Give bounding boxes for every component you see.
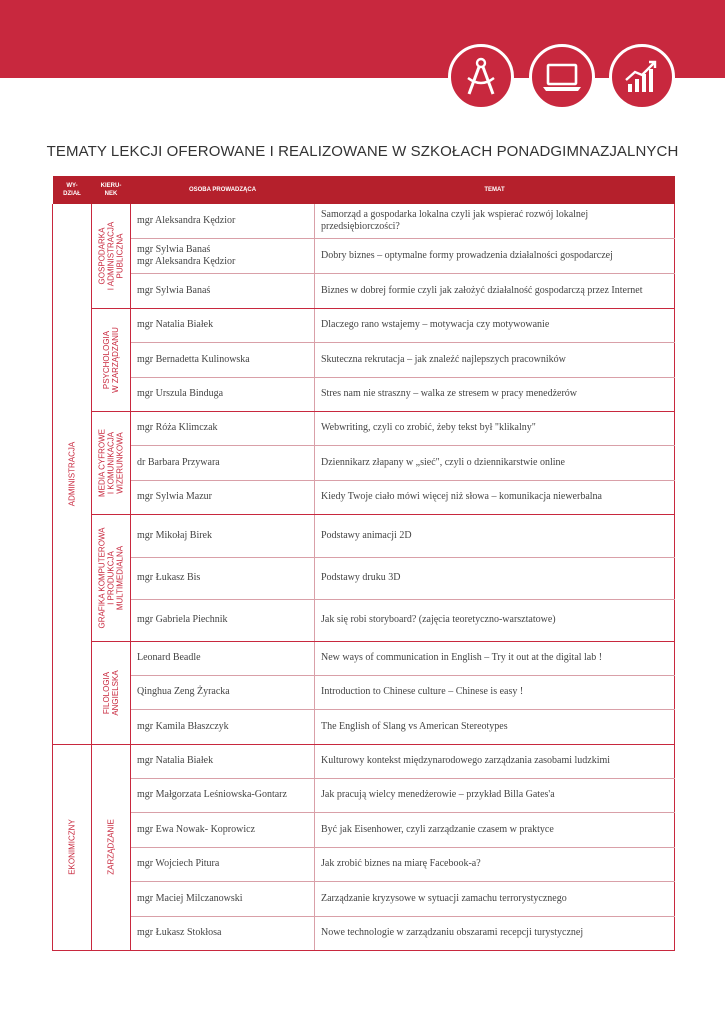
- person-cell: mgr Sylwia Banaś: [131, 273, 315, 308]
- topic-cell: Jak się robi storyboard? (zajęcia teoretyczno-warsztatowe): [315, 599, 675, 641]
- growth-chart-icon-badge: [609, 44, 675, 110]
- department-label: ADMINISTRACJA: [67, 441, 77, 506]
- table-row: [53, 238, 675, 273]
- group-label: GOSPODARKA I ADMINISTRACJA PUBLICZNA: [97, 221, 125, 290]
- table-row: [53, 342, 675, 377]
- laptop-icon-badge: [529, 44, 595, 110]
- table-row: [53, 308, 675, 342]
- page-title: TEMATY LEKCJI OFEROWANE I REALIZOWANE W SZKOŁACH PONADGIMNAZJALNYCH: [46, 143, 679, 160]
- person-cell: mgr Kamila Błaszczyk: [131, 709, 315, 744]
- group-label: PSYCHOLOGIA W ZARZĄDZANIU: [102, 326, 120, 393]
- column-header-temat: TEMAT: [315, 176, 675, 204]
- group-label: ZARZĄDZANIE: [106, 819, 116, 875]
- topic-cell: Stres nam nie straszny – walka ze stresem w pracy menedżerów: [315, 377, 675, 411]
- compass-icon-badge: [448, 44, 514, 110]
- table-header-row: [53, 176, 675, 204]
- group-label: MEDIA CYFROWE I KOMUNIKACJA WIZERUNKOWA: [97, 428, 125, 497]
- table-row: [53, 557, 675, 599]
- person-cell: dr Barbara Przywara: [131, 445, 315, 480]
- person-cell: mgr Łukasz Stokłosa: [131, 916, 315, 950]
- table-row: [53, 445, 675, 480]
- person-cell: mgr Łukasz Bis: [131, 557, 315, 599]
- group-label: FILOLOGIA ANGIELSKA: [102, 669, 120, 716]
- group-cell: [92, 744, 131, 950]
- topic-cell: The English of Slang vs American Stereotypes: [315, 709, 675, 744]
- table-row: [53, 675, 675, 709]
- growth-chart-icon: [619, 54, 665, 100]
- department-cell: [53, 204, 92, 744]
- topic-cell: Introduction to Chinese culture – Chinese is easy !: [315, 675, 675, 709]
- group-cell: [92, 204, 131, 308]
- group-label: GRAFIKA KOMPUTEROWA I PRODUKCJA MULTIMEDIALNA: [97, 526, 125, 629]
- person-cell: mgr Maciej Milczanowski: [131, 881, 315, 916]
- group-cell: [92, 308, 131, 411]
- person-cell: Qinghua Zeng Żyracka: [131, 675, 315, 709]
- topic-cell: Dobry biznes – optymalne formy prowadzenia działalności gospodarczej: [315, 238, 675, 273]
- table-row: [53, 514, 675, 557]
- person-cell: mgr Aleksandra Kędzior: [131, 204, 315, 238]
- table-row: [53, 411, 675, 445]
- table-row: [53, 273, 675, 308]
- topic-cell: Być jak Eisenhower, czyli zarządzanie czasem w praktyce: [315, 812, 675, 847]
- person-cell: mgr Małgorzata Leśniowska-Gontarz: [131, 778, 315, 812]
- topic-cell: Jak pracują wielcy menedżerowie – przykład Billa Gates'a: [315, 778, 675, 812]
- department-cell: [53, 744, 92, 950]
- table-row: [53, 916, 675, 950]
- topic-cell: Nowe technologie w zarządzaniu obszarami recepcji turystycznej: [315, 916, 675, 950]
- person-cell: Leonard Beadle: [131, 641, 315, 675]
- person-cell: mgr Natalia Białek: [131, 308, 315, 342]
- person-cell: mgr Natalia Białek: [131, 744, 315, 778]
- topic-cell: Samorząd a gospodarka lokalna czyli jak wspierać rozwój lokalnej przedsiębiorczości?: [315, 204, 675, 238]
- table-row: [53, 778, 675, 812]
- person-cell: mgr Bernadetta Kulinowska: [131, 342, 315, 377]
- table-row: [53, 480, 675, 514]
- table-row: [53, 881, 675, 916]
- topic-cell: Biznes w dobrej formie czyli jak założyć działalność gospodarczą przez Internet: [315, 273, 675, 308]
- person-cell: mgr Mikołaj Birek: [131, 514, 315, 557]
- topic-cell: Podstawy animacji 2D: [315, 514, 675, 557]
- column-header-wydzial: WY- DZIAŁ: [53, 176, 92, 204]
- topics-table: [52, 176, 675, 951]
- topic-cell: New ways of communication in English – Try it out at the digital lab !: [315, 641, 675, 675]
- column-header-kierunek: KIERU- NEK: [92, 176, 131, 204]
- table-row: [53, 812, 675, 847]
- person-cell: mgr Sylwia Mazur: [131, 480, 315, 514]
- person-cell: mgr Ewa Nowak- Koprowicz: [131, 812, 315, 847]
- topic-cell: Jak zrobić biznes na miarę Facebook-a?: [315, 847, 675, 881]
- table-row: [53, 744, 675, 778]
- topic-cell: Podstawy druku 3D: [315, 557, 675, 599]
- table-row: [53, 847, 675, 881]
- compass-icon: [458, 54, 504, 100]
- table-row: [53, 377, 675, 411]
- table-row: [53, 204, 675, 238]
- topic-cell: Zarządzanie kryzysowe w sytuacji zamachu terrorystycznego: [315, 881, 675, 916]
- group-cell: [92, 411, 131, 514]
- person-cell: mgr Sylwia Banaś mgr Aleksandra Kędzior: [131, 238, 315, 273]
- person-cell: mgr Urszula Binduga: [131, 377, 315, 411]
- person-cell: mgr Róża Klimczak: [131, 411, 315, 445]
- table-row: [53, 599, 675, 641]
- group-cell: [92, 514, 131, 641]
- topic-cell: Webwriting, czyli co zrobić, żeby tekst był "klikalny": [315, 411, 675, 445]
- table-row: [53, 709, 675, 744]
- laptop-icon: [539, 54, 585, 100]
- column-header-osoba: OSOBA PROWADZĄCA: [131, 176, 315, 204]
- topic-cell: Skuteczna rekrutacja – jak znaleźć najlepszych pracowników: [315, 342, 675, 377]
- topic-cell: Dlaczego rano wstajemy – motywacja czy motywowanie: [315, 308, 675, 342]
- person-cell: mgr Gabriela Piechnik: [131, 599, 315, 641]
- topic-cell: Kiedy Twoje ciało mówi więcej niż słowa – komunikacja niewerbalna: [315, 480, 675, 514]
- table-row: [53, 641, 675, 675]
- topic-cell: Kulturowy kontekst międzynarodowego zarządzania zasobami ludzkimi: [315, 744, 675, 778]
- group-cell: [92, 641, 131, 744]
- topic-cell: Dziennikarz złapany w „sieć", czyli o dziennikarstwie online: [315, 445, 675, 480]
- person-cell: mgr Wojciech Pitura: [131, 847, 315, 881]
- department-label: EKONIMICZNY: [67, 819, 77, 875]
